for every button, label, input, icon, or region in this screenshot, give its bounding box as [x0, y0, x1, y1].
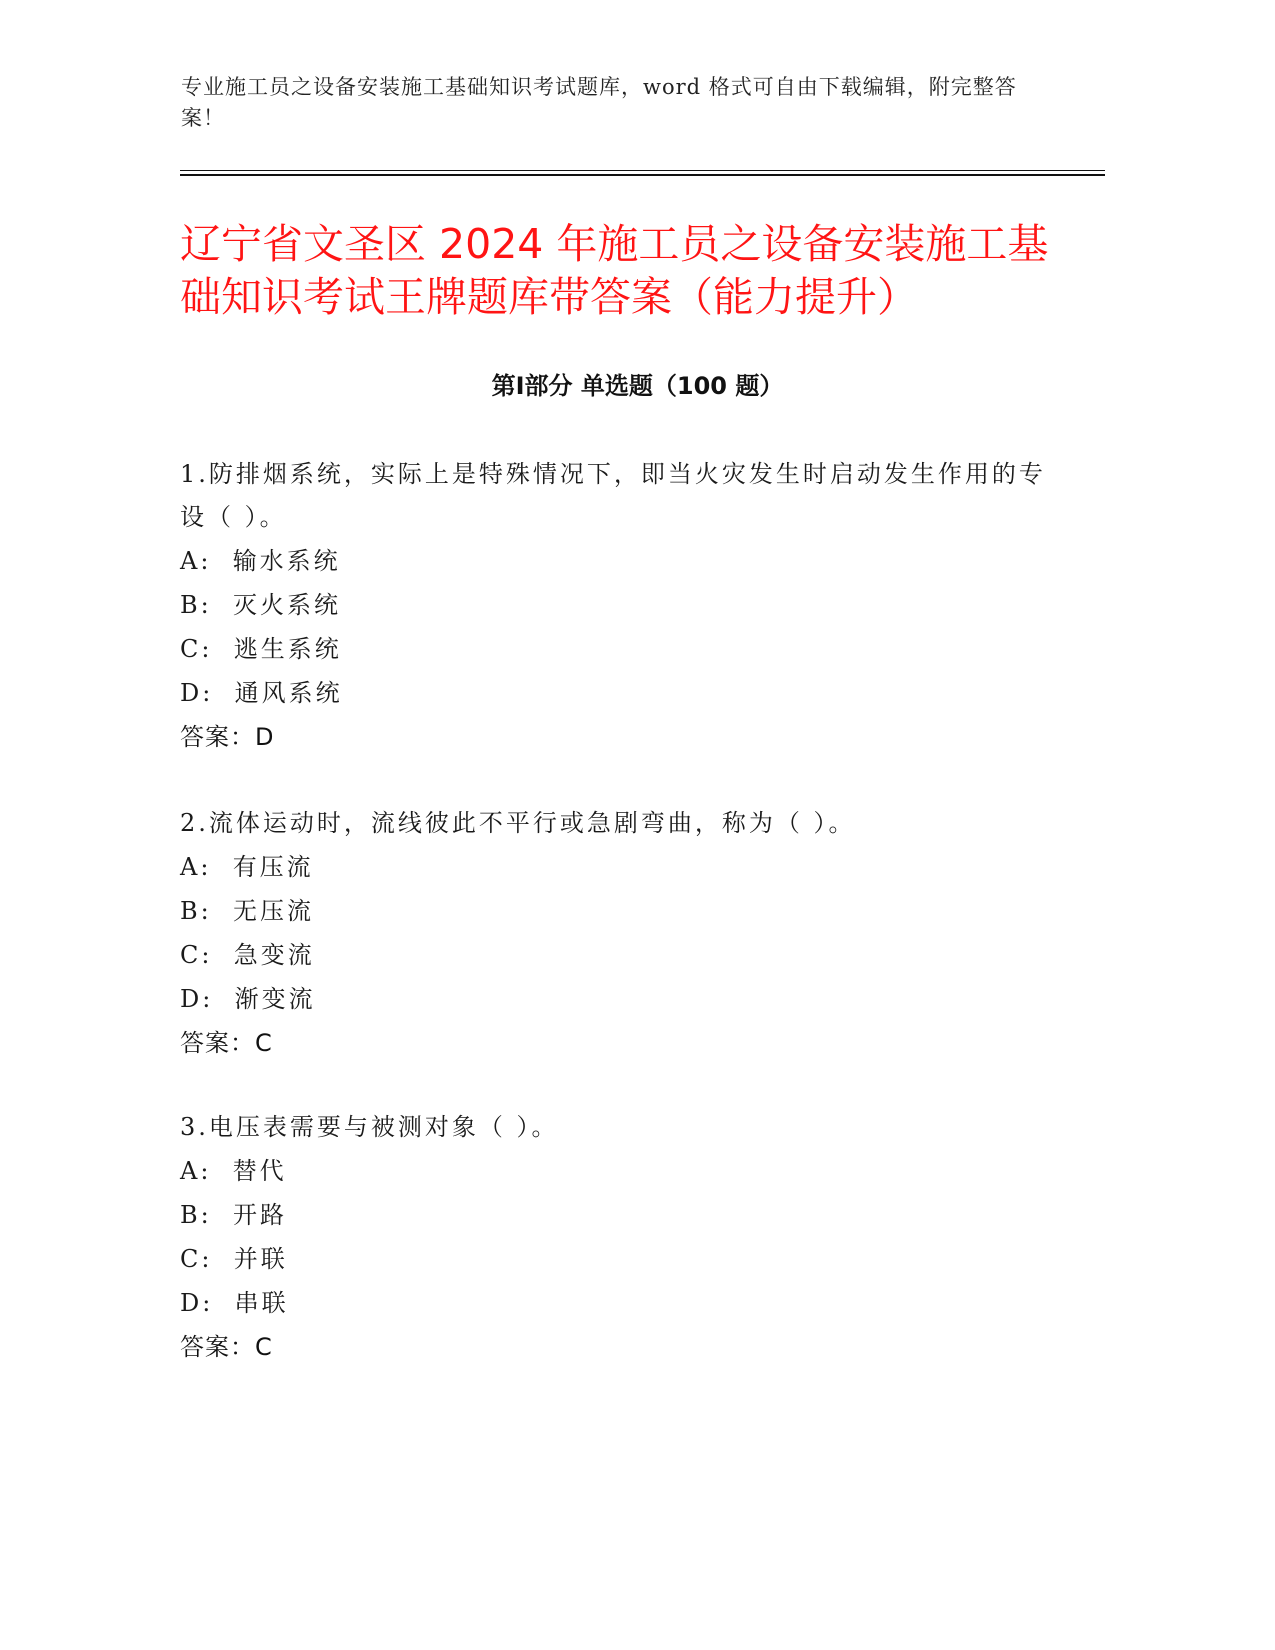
option-label: D:	[180, 985, 214, 1013]
header-rule-bottom	[180, 174, 1105, 176]
option-text: 输水系统	[232, 547, 341, 575]
question-stem: 1.防排烟系统，实际上是特殊情况下，即当火灾发生时启动发生作用的专设（ ）。	[180, 460, 1046, 531]
option-label: B:	[180, 591, 212, 619]
answer: 答案：D	[180, 723, 275, 751]
option-d[interactable]	[180, 671, 1060, 715]
question-stem: 2.流体运动时，流线彼此不平行或急剧弯曲，称为（ ）。	[180, 809, 856, 837]
option-d[interactable]	[180, 977, 1060, 1021]
question-2	[180, 802, 1060, 1065]
question-stem: 3.电压表需要与被测对象（ ）。	[180, 1113, 559, 1141]
option-label: C:	[180, 635, 213, 663]
option-label: B:	[180, 1201, 212, 1229]
header-rule-top	[180, 170, 1105, 171]
option-label: C:	[180, 1245, 213, 1273]
option-text: 开路	[233, 1201, 287, 1229]
option-label: D:	[180, 1289, 214, 1317]
option-text: 替代	[232, 1157, 287, 1185]
option-text: 无压流	[233, 897, 314, 925]
option-c[interactable]	[180, 627, 1060, 671]
header-note: 专业施工员之设备安装施工基础知识考试题库，word 格式可自由下载编辑，附完整答案！	[181, 75, 1017, 130]
option-text: 渐变流	[234, 985, 316, 1013]
document-title: 辽宁省文圣区 2024 年施工员之设备安装施工基础知识考试王牌题库带答案（能力提升）	[180, 220, 1049, 321]
option-text: 急变流	[233, 941, 315, 969]
option-text: 串联	[234, 1289, 289, 1317]
option-b[interactable]	[180, 889, 1060, 933]
question-1	[180, 453, 1060, 759]
option-a[interactable]	[180, 539, 1060, 583]
option-b[interactable]	[180, 583, 1060, 627]
option-c[interactable]	[180, 1237, 1060, 1281]
option-label: B:	[180, 897, 212, 925]
question-3	[180, 1106, 1060, 1369]
option-b[interactable]	[180, 1193, 1060, 1237]
option-label: A:	[180, 547, 212, 575]
answer: 答案：C	[180, 1333, 273, 1361]
section-title: 第Ⅰ部分 单选题（100 题）	[491, 372, 784, 400]
option-text: 有压流	[232, 853, 314, 881]
option-text: 逃生系统	[233, 635, 342, 663]
option-a[interactable]	[180, 845, 1060, 889]
option-a[interactable]	[180, 1149, 1060, 1193]
option-label: D:	[180, 679, 214, 707]
option-text: 通风系统	[234, 679, 343, 707]
answer: 答案：C	[180, 1029, 273, 1057]
option-d[interactable]	[180, 1281, 1060, 1325]
option-text: 并联	[233, 1245, 288, 1273]
option-label: A:	[180, 1157, 212, 1185]
option-label: A:	[180, 853, 212, 881]
option-text: 灭火系统	[233, 591, 341, 619]
option-label: C:	[180, 941, 213, 969]
option-c[interactable]	[180, 933, 1060, 977]
